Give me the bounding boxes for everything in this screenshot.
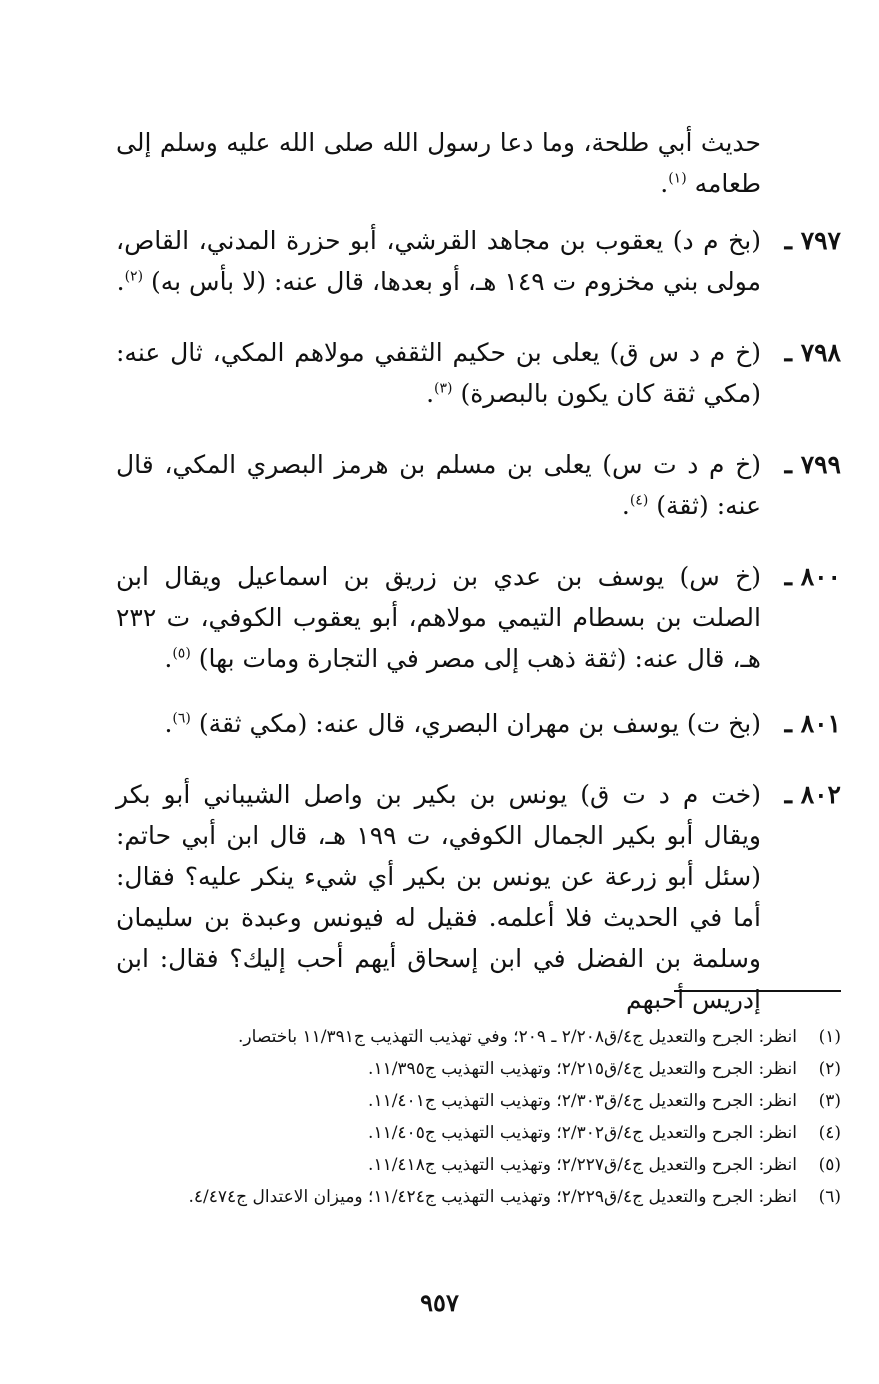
entry-number: ٨٠٠ ـ — [784, 562, 841, 591]
narrator-entry-801 — [116, 703, 841, 744]
footnote-separator — [674, 990, 841, 992]
footnote-text: انظر: الجرح والتعديل ج٤/ق٢/٣٠٢؛ وتهذيب التهذيب ج١١/٤٠٥. — [368, 1123, 797, 1143]
footnote-ref: (٢) — [124, 268, 144, 285]
entry-end: . — [164, 709, 173, 738]
footnote-number: (٢) — [818, 1059, 841, 1079]
footnote-text: انظر: الجرح والتعديل ج٤/ق٢/٢٢٩؛ وتهذيب التهذيب ج١١/٤٢٤؛ وميزان الاعتدال ج٤/٤٧٤. — [188, 1187, 797, 1207]
footnote-number: (٦) — [818, 1187, 841, 1207]
entry-number: ٧٩٧ ـ — [784, 226, 841, 255]
narrator-entry-798 — [116, 332, 841, 414]
footnote-1 — [36, 1021, 841, 1053]
entry-end: . — [116, 267, 125, 296]
footnote-ref: (٣) — [434, 380, 453, 397]
footnote-ref: (٥) — [172, 645, 191, 662]
footnote-ref: (١) — [668, 170, 687, 187]
entry-text: (خ م د ت س) يعلى بن مسلم بن هرمز البصري المكي، قال عنه: (ثقة) — [116, 450, 761, 520]
entry-end: . — [164, 644, 173, 673]
narrator-entry-800 — [116, 556, 841, 679]
footnote-6 — [36, 1181, 841, 1213]
continued-paragraph — [116, 122, 841, 204]
footnote-text: انظر: الجرح والتعديل ج٤/ق٢/٣٠٣؛ وتهذيب التهذيب ج١١/٤٠١. — [368, 1091, 797, 1111]
footnote-5 — [36, 1149, 841, 1181]
footnote-number: (١) — [818, 1027, 841, 1047]
footnote-3 — [36, 1085, 841, 1117]
entry-end: . — [621, 491, 630, 520]
entry-number: ٧٩٩ ـ — [784, 450, 841, 479]
entry-end: . — [426, 379, 435, 408]
narrator-entry-799 — [116, 444, 841, 526]
footnote-text: انظر: الجرح والتعديل ج٤/ق٢/٢٢٧؛ وتهذيب التهذيب ج١١/٤١٨. — [368, 1155, 797, 1175]
entry-text: (خ م د س ق) يعلى بن حكيم الثقفي مولاهم المكي، ثال عنه: (مكي ثقة كان يكون بالبصرة) — [116, 338, 761, 408]
footnote-number: (٤) — [818, 1123, 841, 1143]
footnotes — [36, 1021, 841, 1213]
narrator-entry-797 — [116, 220, 841, 302]
entry-number: ٨٠٢ ـ — [784, 780, 841, 809]
footnote-4 — [36, 1117, 841, 1149]
page-number: ٩٥٧ — [420, 1288, 459, 1317]
footnote-number: (٣) — [818, 1091, 841, 1111]
narrator-entry-802 — [116, 774, 841, 1020]
footnote-text: انظر: الجرح والتعديل ج٤/ق٢/٢١٥؛ وتهذيب التهذيب ج١١/٣٩٥. — [368, 1059, 797, 1079]
entry-text: (خ س) يوسف بن عدي بن زريق بن اسماعيل ويقال ابن الصلت بن بسطام التيمي مولاهم، أبو يعقوب الكوفي، ت ٢٣٢ هـ، قال عنه: (ثقة ذهب إلى مصر في التجارة ومات بها) — [116, 562, 761, 673]
footnote-number: (٥) — [818, 1155, 841, 1175]
continued-text: حديث أبي طلحة، وما دعا رسول الله صلى الله عليه وسلم إلى طعامه — [116, 128, 761, 198]
footnote-ref: (٤) — [629, 492, 649, 509]
footnote-text: انظر: الجرح والتعديل ج٤/ق٢/٢٠٨ ـ ٢٠٩؛ وفي تهذيب التهذيب ج١١/٣٩١ باختصار. — [238, 1027, 797, 1047]
entry-number: ٨٠١ ـ — [784, 709, 841, 738]
footnote-2 — [36, 1053, 841, 1085]
entry-text: (خت م د ت ق) يونس بن بكير بن واصل الشيباني أبو بكر ويقال أبو بكير الجمال الكوفي، ت ١٩٩ هـ، قال ابن أبي حاتم: (سئل أبو زرعة عن يونس بن بكير أي شيء ينكر عليه؟ فقال: أما في الحديث فلا أعلمه. فقيل له فيونس وعبدة بن سليمان وسلمة بن الفضل في ابن إسحاق أيهم أحب إليك؟ فقال: ابن إدريس أحبهم — [116, 780, 762, 1014]
main-text — [116, 122, 841, 1050]
entry-number: ٧٩٨ ـ — [784, 338, 841, 367]
continued-end: . — [660, 169, 669, 198]
entry-text: (بخ ت) يوسف بن مهران البصري، قال عنه: (مكي ثقة) — [198, 709, 761, 738]
entry-text: (بخ م د) يعقوب بن مجاهد القرشي، أبو حزرة المدني، القاص، مولى بني مخزوم ت ١٤٩ هـ، أو بعدها، قال عنه: (لا بأس به) — [116, 226, 761, 296]
footnote-ref: (٦) — [172, 710, 191, 727]
